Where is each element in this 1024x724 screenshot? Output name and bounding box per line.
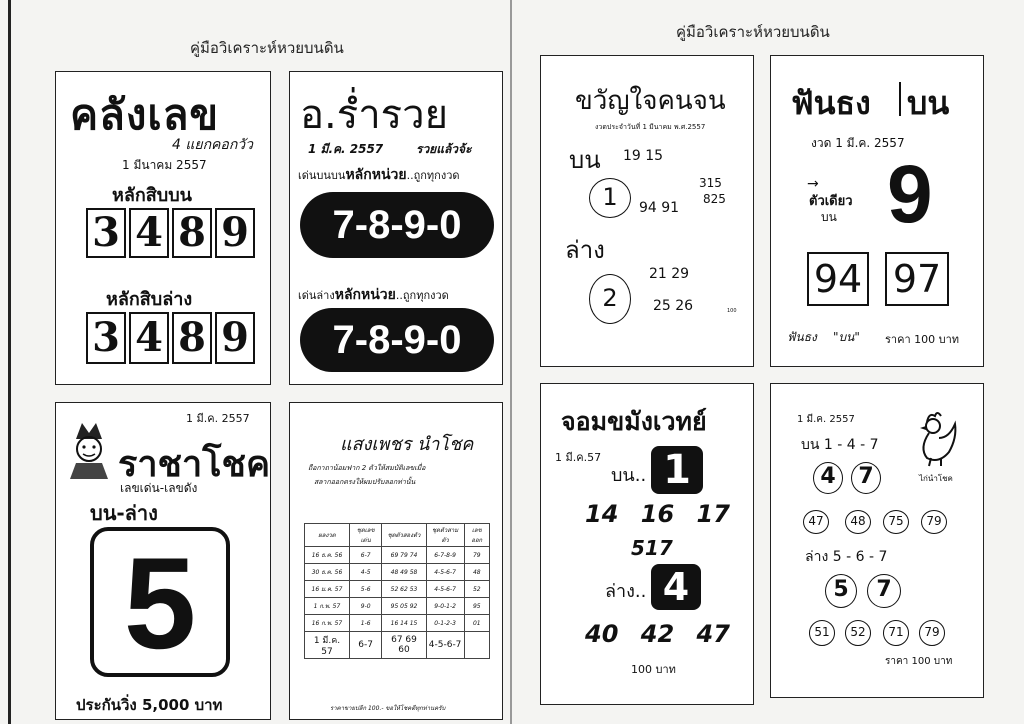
- table-cell: 52: [464, 581, 489, 598]
- card-ao-ramruay: [289, 71, 503, 385]
- table-row: [305, 632, 490, 659]
- table-row: [305, 547, 490, 564]
- table-cell: 48 49 58: [382, 564, 426, 581]
- c5-bottom-lead: 2: [589, 274, 631, 324]
- c2-top-line: [298, 164, 460, 186]
- c5-top-two: 94 91: [639, 200, 680, 216]
- c5-top-three-b: 825: [703, 192, 726, 206]
- c7-price: 100 บาท: [631, 663, 676, 676]
- c7-top-three: 517: [631, 536, 673, 560]
- c8-date: 1 มี.ค. 2557: [797, 414, 855, 425]
- c8-top-small: 75: [883, 510, 909, 534]
- c2-title: อ.ร่ำรวย: [300, 92, 449, 138]
- c2-date: 1 มี.ค. 2557: [308, 142, 384, 156]
- page-spine: [510, 0, 512, 724]
- c4-line1: ถือกาถาน้อมฟาก 2 ตัวให้สมบัติเลขเมื่อ: [308, 464, 426, 472]
- card-jom-khamang: [540, 383, 754, 705]
- c4-table-header: [305, 524, 490, 547]
- c1-top-digit: 4: [129, 208, 169, 258]
- c4-header-cell: ชุดเลขเด่น: [349, 524, 381, 547]
- table-cell: [464, 632, 489, 659]
- card-klang-lek: [55, 71, 271, 385]
- c1-bottom-digit: 8: [172, 312, 212, 364]
- c8-top-small: 48: [845, 510, 871, 534]
- c7-top-label: บน..: [611, 465, 647, 486]
- c6-label-top: ตัวเดียว: [809, 194, 853, 209]
- c4-footer: ราคาขายปลีก 100.- ขอให้โชคดีทุกท่านครับ: [330, 705, 446, 712]
- c3-number: 5: [90, 527, 230, 677]
- c2-bottom-bold: หลักหน่วย: [334, 287, 396, 303]
- c8-bottom-small: 52: [845, 620, 871, 646]
- c8-bottom-label: ล่าง 5 - 6 - 7: [805, 549, 888, 565]
- c4-line2: สลากออกตรงให้ผมปรับลอกท่านั้น: [314, 478, 416, 486]
- c1-date: 1 มีนาคม 2557: [122, 158, 207, 172]
- c1-bottom-digit: 9: [215, 312, 255, 364]
- table-cell: 4-5-6-7: [426, 564, 464, 581]
- table-cell: 1-6: [349, 615, 381, 632]
- king-mascot-icon: [64, 417, 114, 479]
- c2-bottom-prefix: เด่นล่าง: [298, 289, 335, 302]
- c7-top-number: 14: [585, 500, 619, 528]
- c8-bottom-small: 51: [809, 620, 835, 646]
- c8-bottom-big: 7: [867, 574, 901, 608]
- table-row: [305, 581, 490, 598]
- c7-bottom-label: ล่าง..: [605, 581, 647, 602]
- c1-top-digit: 8: [172, 208, 212, 258]
- c6-title-divider: [899, 82, 901, 116]
- table-cell: 6-7-8-9: [426, 547, 464, 564]
- c2-bottom-suffix: ..ถูกทุกงวด: [395, 289, 449, 302]
- c8-top-small: 47: [803, 510, 829, 534]
- c7-top-number: 17: [696, 500, 730, 528]
- table-cell: 95 05 92: [382, 598, 426, 615]
- c5-bottom-b: 25 26: [653, 298, 694, 314]
- c3-subtitle: เลขเด่น-เลขดัง: [120, 481, 198, 495]
- c4-header-cell: ชุดตัวสองตัว: [382, 524, 426, 547]
- c1-top-digit: 9: [215, 208, 255, 258]
- c5-top-label: บน: [569, 146, 601, 174]
- c2-tagline: รวยแล้วจ้ะ: [416, 142, 472, 156]
- c8-top-small: 79: [921, 510, 947, 534]
- table-cell: 30 ธ.ค. 56: [305, 564, 350, 581]
- card-saeng-phet: [289, 402, 503, 720]
- c4-history-table: [304, 523, 490, 659]
- arrow-right-icon: →: [807, 176, 819, 192]
- c6-pair: 94: [807, 252, 869, 306]
- c5-price: 100: [727, 308, 737, 314]
- c7-top-digit: 1: [651, 446, 703, 494]
- table-cell: 6-7: [349, 547, 381, 564]
- table-cell: 95: [464, 598, 489, 615]
- c1-top-label: หลักสิบบน: [112, 185, 192, 206]
- c8-top-big: 4: [813, 462, 843, 494]
- table-cell: 69 79 74: [382, 547, 426, 564]
- c6-single: 9: [887, 149, 933, 240]
- table-cell: 9-0: [349, 598, 381, 615]
- c7-bottom-row: [585, 620, 730, 648]
- table-cell: 5-6: [349, 581, 381, 598]
- c3-label: บน-ล่าง: [90, 501, 158, 525]
- table-cell: 79: [464, 547, 489, 564]
- c7-date: 1 มี.ค.57: [555, 451, 602, 464]
- c2-top-numbers: 7-8-9-0: [300, 192, 494, 258]
- c2-top-suffix: ..ถูกทุกงวด: [406, 169, 460, 182]
- c4-header-cell: เลขออก: [464, 524, 489, 547]
- table-cell: 01: [464, 615, 489, 632]
- c7-title: จอมขมังเวทย์: [561, 407, 707, 436]
- c1-bottom-digit: 4: [129, 312, 169, 364]
- table-cell: 16 ม.ค. 57: [305, 581, 350, 598]
- c5-bottom-label: ล่าง: [565, 236, 605, 264]
- table-cell: 1 ก.พ. 57: [305, 598, 350, 615]
- card-fan-thong: [770, 55, 984, 367]
- table-cell: 4-5-6-7: [426, 581, 464, 598]
- c8-bottom-small: 71: [883, 620, 909, 646]
- table-cell: 52 62 53: [382, 581, 426, 598]
- c4-header-cell: ชุดตัวสามตัว: [426, 524, 464, 547]
- c6-pair: 97: [885, 252, 949, 306]
- table-cell: 16 ก.พ. 57: [305, 615, 350, 632]
- c3-footer: ประกันวิ่ง 5,000 บาท: [76, 696, 223, 714]
- c7-bottom-number: 40: [585, 620, 619, 648]
- table-cell: 0-1-2-3: [426, 615, 464, 632]
- c2-top-prefix: เด่นบนบน: [298, 169, 346, 182]
- c7-bottom-number: 42: [640, 620, 675, 648]
- table-cell: 16 14 15: [382, 615, 426, 632]
- c5-date: งวดประจำวันที่ 1 มีนาคม พ.ศ.2557: [595, 123, 706, 131]
- c6-label-bottom: บน: [821, 210, 837, 224]
- c8-price: ราคา 100 บาท: [885, 656, 953, 667]
- c5-bottom-a: 21 29: [649, 266, 690, 282]
- c1-bottom-digit: 3: [86, 312, 126, 364]
- c6-title-right: บน: [907, 84, 950, 122]
- page-edge: [8, 0, 11, 724]
- table-cell: 6-7: [349, 632, 381, 659]
- c6-date: งวด 1 มี.ค. 2557: [811, 136, 905, 150]
- c1-top-digit: 3: [86, 208, 126, 258]
- c5-top-pair: 19 15: [623, 148, 664, 164]
- c8-top-big: 7: [851, 462, 881, 494]
- table-row: [305, 564, 490, 581]
- card-khwan-jai: [540, 55, 754, 367]
- left-page-header: คู่มือวิเคราะห์หวยบนดิน: [190, 39, 344, 57]
- c2-bottom-line: [298, 284, 449, 306]
- table-cell: 1 มี.ค. 57: [305, 632, 350, 659]
- table-row: [305, 615, 490, 632]
- c2-bottom-numbers: 7-8-9-0: [300, 308, 494, 372]
- c8-mascot-caption: ไก่นำโชค: [919, 474, 953, 483]
- c1-bottom-label: หลักสิบล่าง: [106, 289, 193, 310]
- rooster-icon: [905, 408, 961, 468]
- table-cell: 4-5: [349, 564, 381, 581]
- c8-top-label: บน 1 - 4 - 7: [801, 437, 879, 453]
- c5-top-three-a: 315: [699, 176, 722, 190]
- table-cell: 4-5-6-7: [426, 632, 464, 659]
- c6-footer-left: ฟันธง: [787, 330, 817, 344]
- c8-bottom-small: 79: [919, 620, 945, 646]
- table-cell: 67 69 60: [382, 632, 426, 659]
- c7-top-row: [585, 500, 730, 528]
- c6-title-left: ฟันธง: [791, 84, 871, 122]
- c7-bottom-digit: 4: [651, 564, 701, 610]
- c4-title: แสงเพชร นำโชค: [340, 434, 474, 455]
- c1-subtitle: 4 แยกคอกวัว: [172, 137, 254, 153]
- c3-date: 1 มี.ค. 2557: [186, 412, 250, 425]
- c3-title: ราชาโชค: [118, 444, 271, 485]
- c5-top-lead: 1: [589, 178, 631, 218]
- c2-top-bold: หลักหน่วย: [345, 167, 407, 183]
- c1-title: คลังเลข: [70, 90, 220, 139]
- table-cell: 9-0-1-2: [426, 598, 464, 615]
- c6-footer-price: ราคา 100 บาท: [885, 333, 960, 346]
- table-cell: 48: [464, 564, 489, 581]
- table-cell: 16 ธ.ค. 56: [305, 547, 350, 564]
- c7-bottom-number: 47: [696, 620, 730, 648]
- right-page-header: คู่มือวิเคราะห์หวยบนดิน: [676, 23, 830, 41]
- card-racha-chok: [55, 402, 271, 720]
- c5-title: ขวัญใจคนจน: [575, 86, 726, 116]
- c4-header-cell: ผลงวด: [305, 524, 350, 547]
- table-row: [305, 598, 490, 615]
- card-kai-nam-chok: [770, 383, 984, 698]
- c6-footer-quote: "บน": [833, 330, 860, 344]
- c7-top-number: 16: [640, 500, 675, 528]
- c8-bottom-big: 5: [825, 574, 857, 608]
